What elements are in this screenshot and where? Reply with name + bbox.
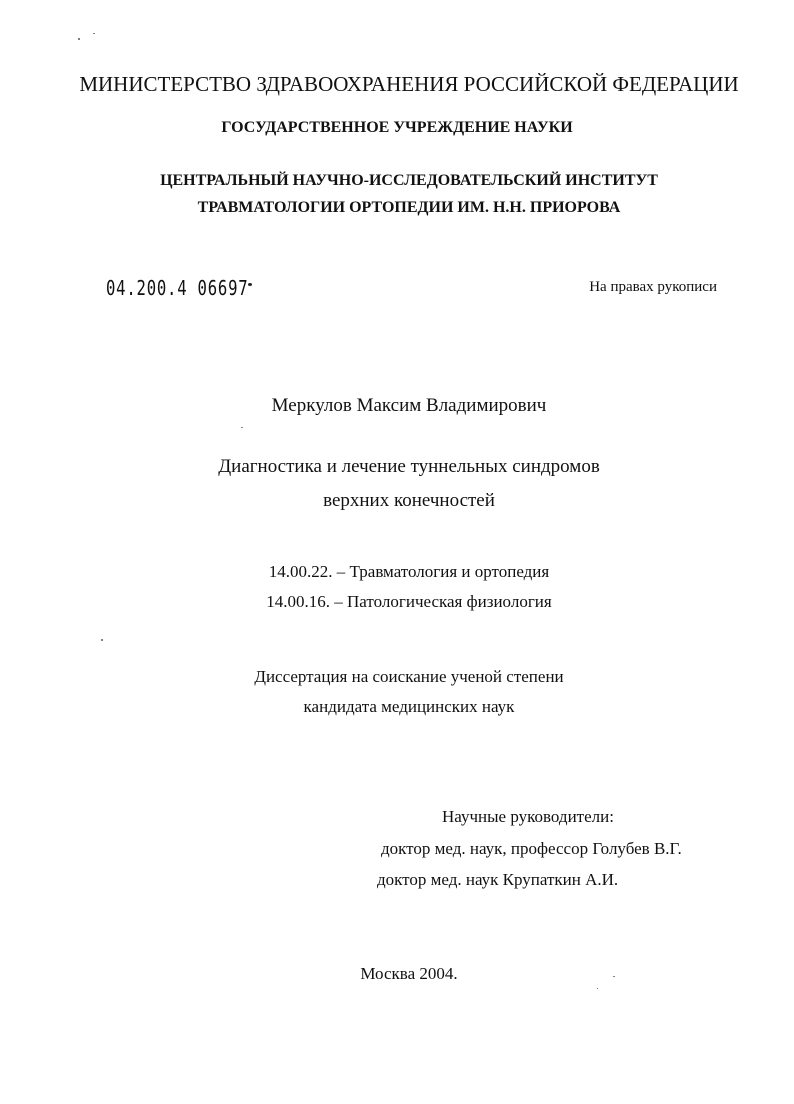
ministry-heading: МИНИСТЕРСТВО ЗДРАВООХРАНЕНИЯ РОССИЙСКОЙ ФЕДЕРАЦИИ [79, 72, 739, 96]
institute-name-line1: ЦЕНТРАЛЬНЫЙ НАУЧНО-ИССЛЕДОВАТЕЛЬСКИЙ ИНСТИТУТ [160, 172, 658, 189]
degree-line2: кандидата медицинских наук [303, 697, 515, 716]
dissertation-title-line1: Диагностика и лечение туннельных синдромов [218, 456, 600, 477]
rights-notice: На правах рукописи [589, 279, 717, 295]
institute-name-line2: ТРАВМАТОЛОГИИ ОРТОПЕДИИ ИМ. Н.Н. ПРИОРОВА [197, 199, 621, 216]
specialty-item: 14.00.22. – Травматология и ортопедия [268, 562, 550, 581]
specialty-item: 14.00.16. – Патологическая физиология [266, 592, 552, 611]
author-name: Меркулов Максим Владимирович [271, 395, 547, 416]
institution-heading: ГОСУДАРСТВЕННОЕ УЧРЕЖДЕНИЕ НАУКИ [221, 119, 573, 136]
scan-speck [78, 38, 80, 40]
scan-speck [613, 976, 615, 977]
dissertation-title-line2: верхних конечностей [323, 490, 495, 511]
registration-stamp: 04.200.4 06697 [106, 276, 249, 300]
city-year: Москва 2004. [360, 964, 458, 983]
supervisors-heading: Научные руководители: [442, 807, 614, 826]
supervisor-item: доктор мед. наук, профессор Голубев В.Г. [381, 839, 682, 858]
scan-speck [101, 639, 103, 641]
scan-speck [241, 427, 243, 428]
scan-speck [93, 33, 95, 34]
supervisor-item: доктор мед. наук Крупаткин А.И. [377, 870, 619, 889]
scan-speck [248, 283, 252, 286]
degree-line1: Диссертация на соискание ученой степени [254, 667, 564, 686]
scan-speck [597, 988, 598, 989]
